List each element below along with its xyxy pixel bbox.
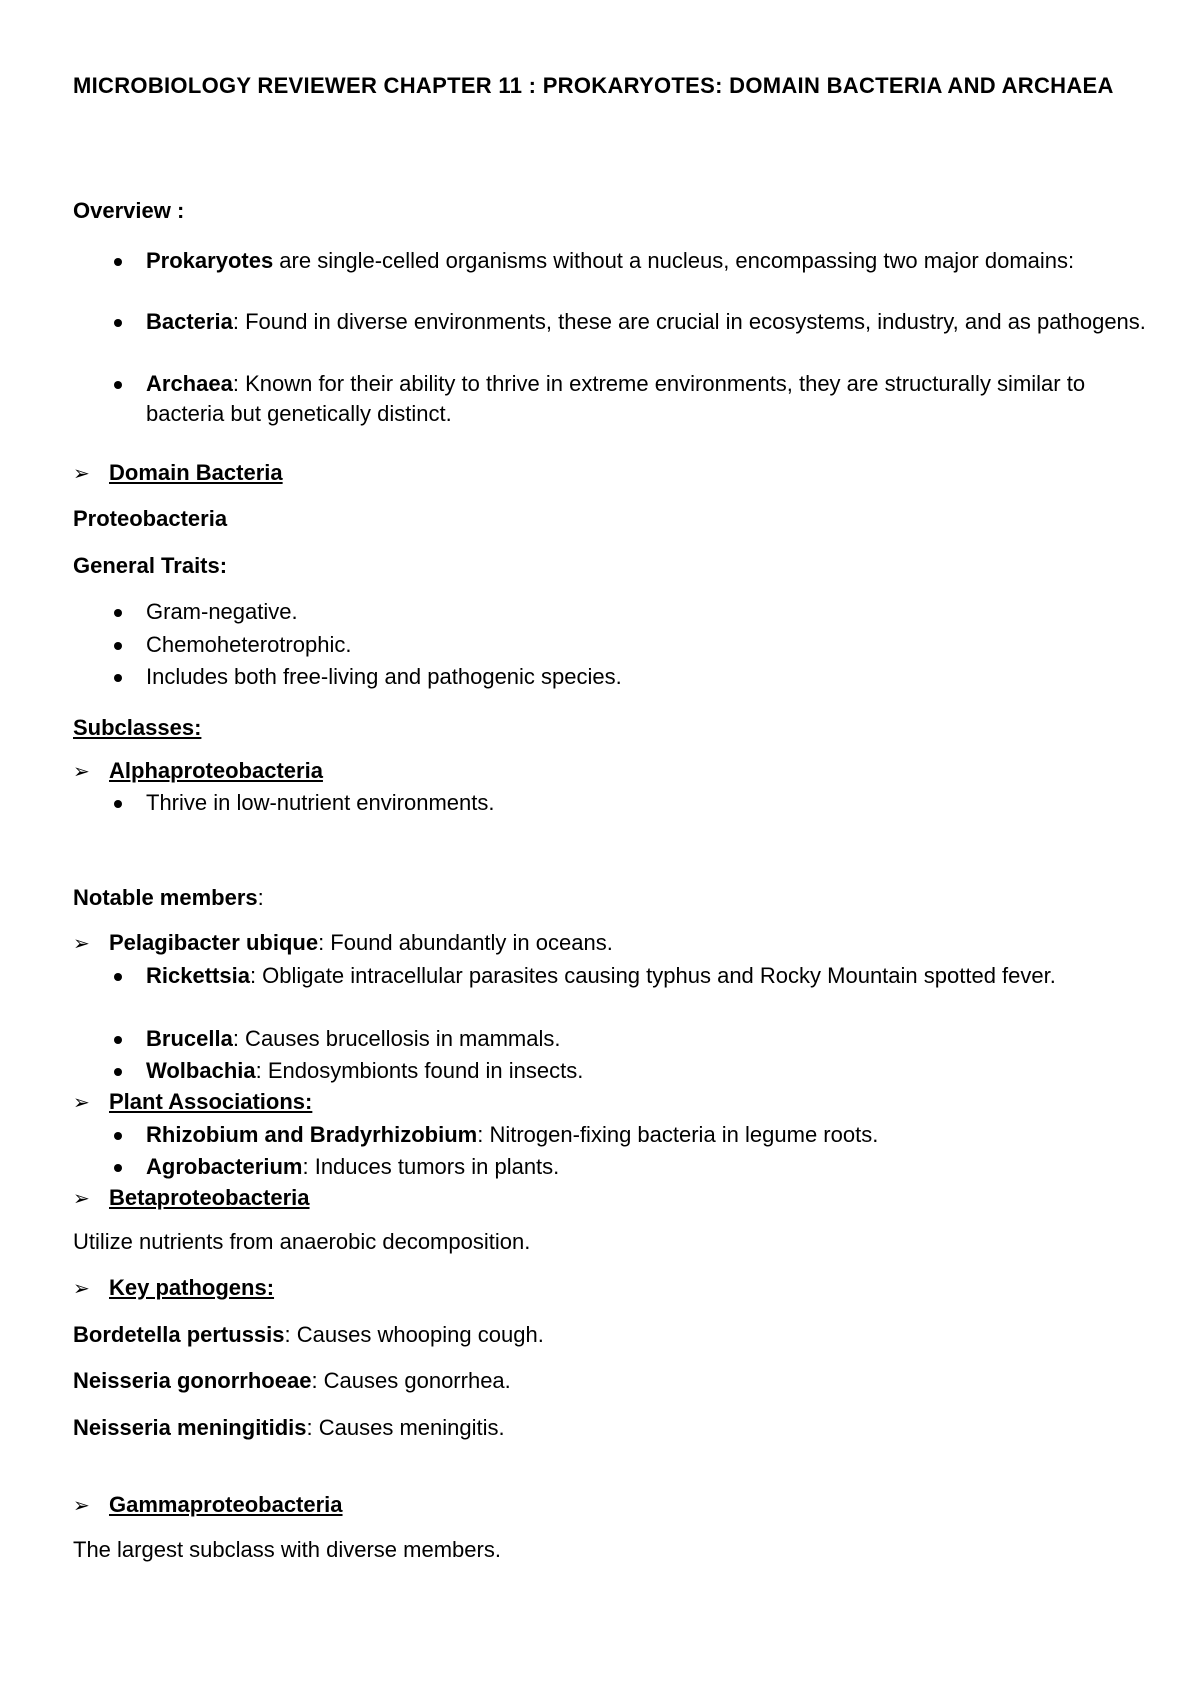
term: Agrobacterium <box>146 1154 303 1179</box>
arrow-bullet-icon: ➢ <box>73 1495 90 1517</box>
description: : Found abundantly in oceans. <box>318 930 613 955</box>
key-pathogens-heading: ➢ Key pathogens: <box>73 1273 274 1304</box>
bullet-dot-icon <box>114 674 122 682</box>
arrow-bullet-icon: ➢ <box>73 1188 90 1210</box>
beta-description: Utilize nutrients from anaerobic decomposition. <box>73 1229 531 1254</box>
term: Wolbachia <box>146 1058 256 1083</box>
description: : Endosymbionts found in insects. <box>255 1058 584 1083</box>
term: Bacteria <box>146 309 233 334</box>
description: : Causes brucellosis in mammals. <box>232 1026 561 1051</box>
arrow-bullet-icon: ➢ <box>73 1278 90 1300</box>
description: : Found in diverse environments, these are crucial in ecosystems, industry, and as pathogens. <box>232 309 1146 334</box>
term: Rhizobium and Bradyrhizobium <box>146 1122 478 1147</box>
bullet-dot-icon <box>114 642 122 650</box>
member-item-wolbachia <box>146 1056 1146 1086</box>
bullet-dot-icon <box>114 973 122 981</box>
pathogen-item <box>73 1368 511 1394</box>
member-item-brucella <box>146 1024 1146 1054</box>
term: Neisseria gonorrhoeae <box>73 1368 312 1393</box>
trait-item: Chemoheterotrophic. <box>146 630 1146 660</box>
description: : Nitrogen-fixing bacteria in legume roots. <box>477 1122 879 1147</box>
general-traits-heading: General Traits: <box>73 553 228 578</box>
bullet-dot-icon <box>114 1036 122 1044</box>
member-item-rickettsia <box>146 961 1146 991</box>
term: Brucella <box>146 1026 233 1051</box>
alpha-item: Thrive in low-nutrient environments. <box>146 788 1146 818</box>
domain-bacteria-heading: ➢ Domain Bacteria <box>73 458 283 489</box>
pelagibacter-item <box>73 928 613 959</box>
term: Pelagibacter ubique <box>109 930 319 955</box>
overview-heading: Overview : <box>73 198 185 223</box>
notable-members-heading: Notable members: <box>73 885 264 910</box>
plant-item-agrobacterium <box>146 1152 1146 1182</box>
betaproteobacteria-heading: ➢ Betaproteobacteria <box>73 1183 310 1214</box>
bullet-dot-icon <box>114 1132 122 1140</box>
plant-associations-heading: ➢ Plant Associations: <box>73 1087 312 1118</box>
term: Prokaryotes <box>146 248 274 273</box>
page-title: MICROBIOLOGY REVIEWER CHAPTER 11 : PROKARYOTES: DOMAIN BACTERIA AND ARCHAEA <box>73 73 1114 98</box>
subclasses-heading: Subclasses: <box>73 715 202 740</box>
bullet-dot-icon <box>114 800 122 808</box>
arrow-bullet-icon: ➢ <box>73 463 90 485</box>
term: Archaea <box>146 371 233 396</box>
trait-item: Gram-negative. <box>146 597 1146 627</box>
bullet-dot-icon <box>114 609 122 617</box>
arrow-bullet-icon: ➢ <box>73 933 90 955</box>
gamma-description: The largest subclass with diverse members. <box>73 1537 501 1562</box>
bullet-dot-icon <box>114 319 122 327</box>
arrow-bullet-icon: ➢ <box>73 761 90 783</box>
plant-item-rhizobium <box>146 1120 1146 1150</box>
description: are single-celled organisms without a nucleus, encompassing two major domains: <box>273 248 1075 273</box>
term: Neisseria meningitidis <box>73 1415 307 1440</box>
term: Bordetella pertussis <box>73 1322 285 1347</box>
bullet-dot-icon <box>114 1068 122 1076</box>
description: : Known for their ability to thrive in extreme environments, they are structurally similar to bacteria but genetically distinct. <box>146 371 1086 426</box>
pathogen-item <box>73 1415 505 1441</box>
description: : Causes whooping cough. <box>284 1322 544 1347</box>
proteobacteria-heading: Proteobacteria <box>73 506 228 531</box>
bullet-dot-icon <box>114 1164 122 1172</box>
overview-item-prokaryotes <box>146 246 1146 276</box>
trait-item: Includes both free-living and pathogenic species. <box>146 662 1146 692</box>
overview-item-archaea <box>146 369 1146 429</box>
description: : Induces tumors in plants. <box>302 1154 560 1179</box>
gammaproteobacteria-heading: ➢ Gammaproteobacteria <box>73 1490 343 1521</box>
description: : Causes gonorrhea. <box>311 1368 511 1393</box>
alphaproteobacteria-heading: ➢ Alphaproteobacteria <box>73 756 323 787</box>
arrow-bullet-icon: ➢ <box>73 1092 90 1114</box>
bullet-dot-icon <box>114 258 122 266</box>
pathogen-item <box>73 1322 544 1348</box>
description: : Causes meningitis. <box>306 1415 505 1440</box>
description: : Obligate intracellular parasites causing typhus and Rocky Mountain spotted fever. <box>249 963 1056 988</box>
term: Rickettsia <box>146 963 250 988</box>
overview-item-bacteria <box>146 307 1146 337</box>
bullet-dot-icon <box>114 381 122 389</box>
